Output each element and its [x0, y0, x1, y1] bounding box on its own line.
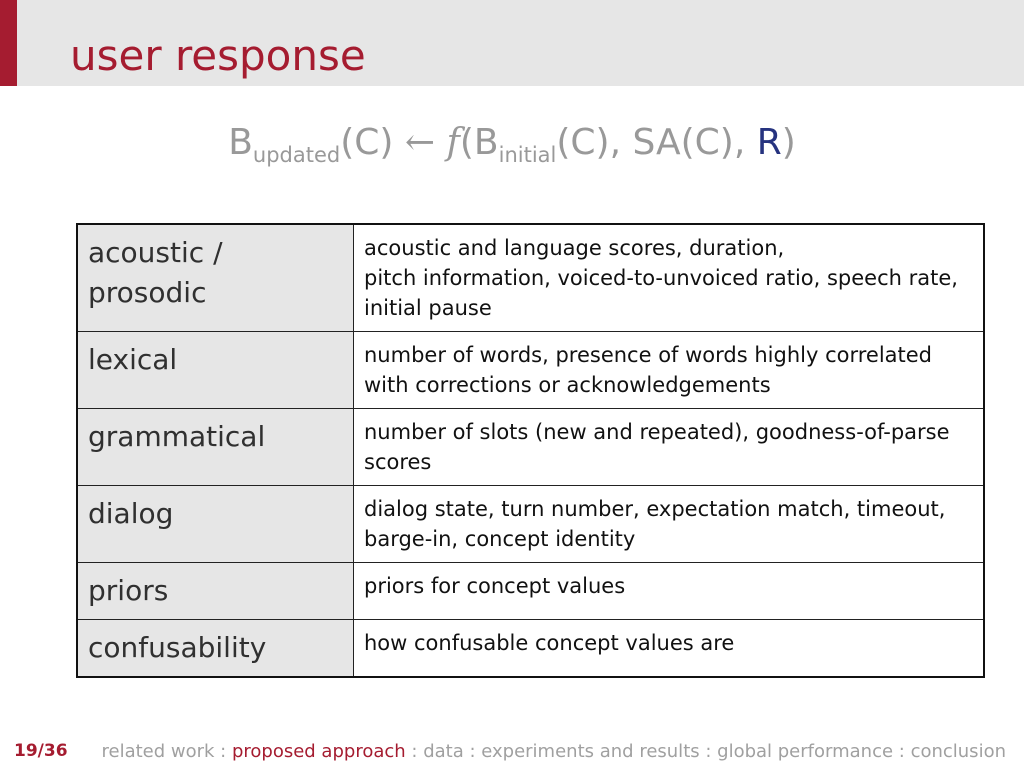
feature-description-line: priors for concept values: [364, 574, 626, 598]
formula-lhs-base: B: [228, 122, 253, 163]
table-row: [77, 332, 984, 409]
feature-table-body: [77, 224, 984, 677]
feature-description-line: dialog state, turn number, expectation match, timeout, barge-in, concept identity: [364, 497, 946, 551]
formula-lhs-sub: updated: [252, 143, 341, 167]
feature-description-line: acoustic and language scores, duration,: [364, 236, 785, 260]
feature-description: [354, 563, 985, 620]
nav-item[interactable]: proposed approach: [231, 741, 406, 762]
feature-category: grammatical: [77, 409, 354, 486]
slide-title: user response: [70, 31, 366, 80]
formula-close: ): [781, 122, 796, 163]
nav-item[interactable]: experiments and results: [481, 741, 700, 762]
nav-item[interactable]: global performance: [717, 741, 894, 762]
page-current: 19: [14, 741, 38, 761]
feature-description: [354, 332, 985, 409]
feature-category: acoustic / prosodic: [77, 224, 354, 332]
formula-lhs-arg: (C): [340, 122, 394, 163]
feature-category: confusability: [77, 620, 354, 678]
section-navigation: [101, 735, 1006, 768]
title-bar: [0, 0, 1024, 86]
formula-mid: (C), SA(C),: [556, 122, 757, 163]
belief-update-formula: [0, 118, 1024, 168]
feature-table: [76, 223, 985, 678]
formula-initial-sub: initial: [498, 143, 557, 167]
page-total: 36: [43, 741, 68, 761]
feature-category: priors: [77, 563, 354, 620]
feature-category: lexical: [77, 332, 354, 409]
page-number: [14, 735, 68, 768]
table-row: [77, 563, 984, 620]
nav-separator: :: [405, 741, 424, 762]
feature-description-line: number of slots (new and repeated), goodness-of-parse scores: [364, 420, 950, 474]
feature-description: [354, 224, 985, 332]
nav-item[interactable]: conclusion: [910, 741, 1006, 762]
feature-category: dialog: [77, 486, 354, 563]
nav-item[interactable]: related work: [101, 741, 215, 762]
table-row: [77, 409, 984, 486]
nav-separator: :: [463, 741, 482, 762]
feature-description: [354, 486, 985, 563]
page-separator: /: [37, 741, 44, 761]
nav-separator: :: [699, 741, 718, 762]
feature-description-line: pitch information, voiced-to-unvoiced ratio, speech rate, initial pause: [364, 266, 958, 320]
formula-arrow: ←: [404, 122, 436, 163]
nav-item[interactable]: data: [423, 741, 464, 762]
table-row: [77, 620, 984, 678]
table-row: [77, 224, 984, 332]
title-accent-bar: [0, 0, 17, 86]
nav-separator: :: [893, 741, 911, 762]
formula-open: (B: [459, 122, 499, 163]
feature-description: [354, 409, 985, 486]
formula-highlight: R: [756, 122, 782, 163]
footer: [0, 735, 1024, 768]
nav-separator: :: [214, 741, 232, 762]
table-row: [77, 486, 984, 563]
formula-function: f: [446, 122, 460, 163]
feature-description: [354, 620, 985, 678]
feature-description-line: how confusable concept values are: [364, 631, 735, 655]
feature-description-line: number of words, presence of words highly correlated with corrections or acknowledgements: [364, 343, 933, 397]
